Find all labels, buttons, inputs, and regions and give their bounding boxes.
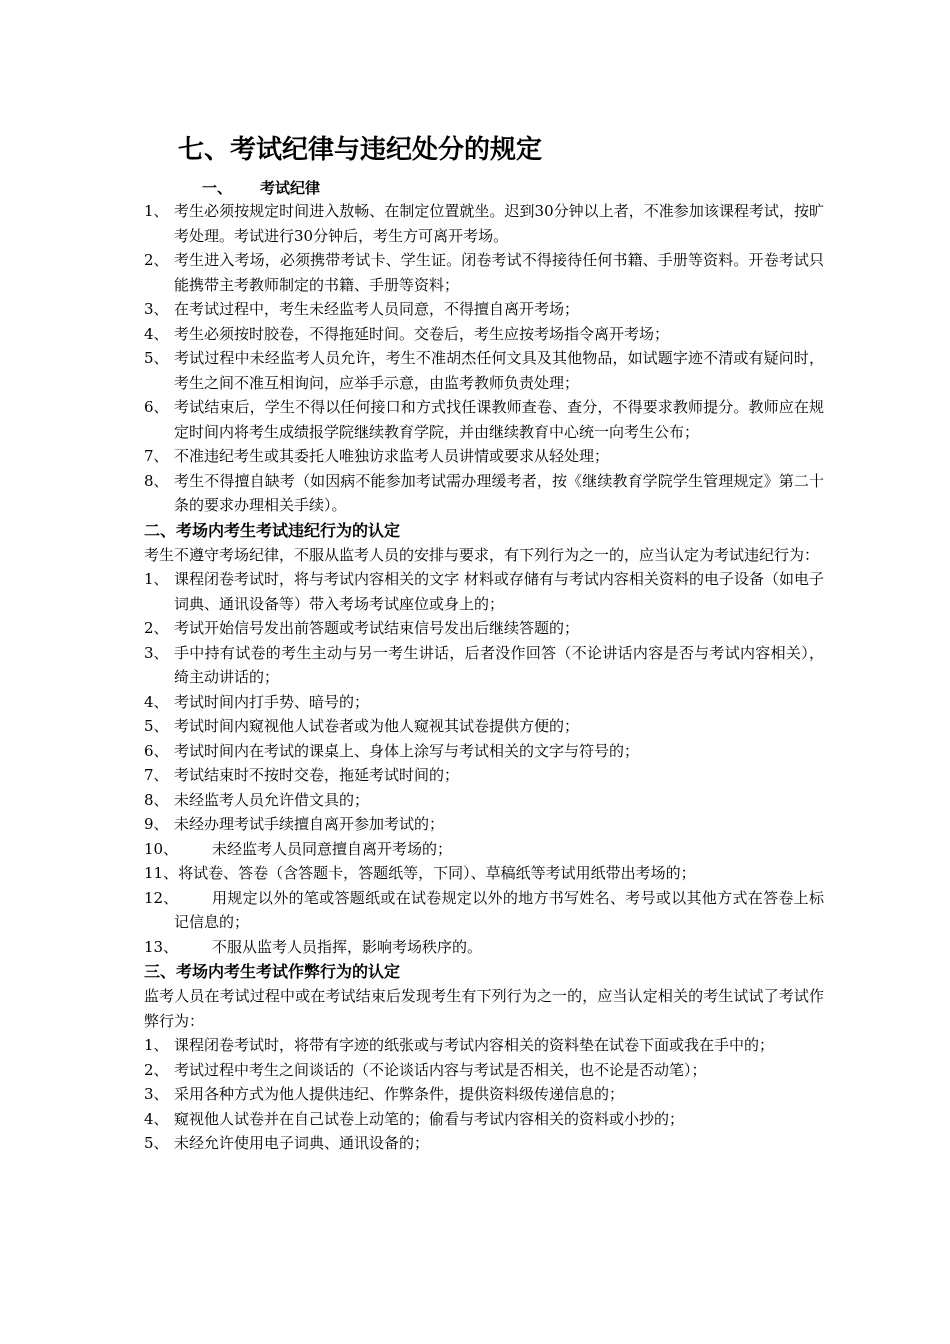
item-number: 4、 [144,324,169,343]
section2-heading: 二、考场内考生考试违纪行为的认定 [144,520,401,540]
item-text: 采用各种方式为他人提供违纪、作弊条件，提供资料级传递信息的； [174,1085,625,1103]
item-text: 未经监考人员允许借文具的； [174,790,370,809]
list-item [144,395,824,444]
item-number: 1、 [144,1036,169,1054]
item-text: 考试结束时不按时交卷，拖延考试时间的； [174,766,460,784]
item-text: 考试时间内在考试的课桌上、身体上涂写与考试相关的文字与符号的； [174,741,640,760]
item-text: 未经办理考试手续擅自离开参加考试的； [174,815,445,833]
list-item [144,935,824,960]
item-text [174,886,824,935]
list-item [144,861,824,886]
item-text: 考试结束后，学生不得以任何接口和方式找任课教师查卷、查分，不得要求教师提分。教师应在规定时间内将考生成绩报学院继续教育学院，并由继续教育中心统一向考生公布； [174,398,824,441]
item-text: 将试卷、答卷（含答题卡，答题纸等，下同）、草稿纸等考试用纸带出考场的； [178,864,696,882]
item-text: 考试过程中考生之间谈话的（不论谈话内容与考试是否相关，也不论是否动笔）； [174,1060,707,1079]
list-item [144,248,824,297]
section1-title: 考试纪律 [260,179,321,197]
section1-heading [202,177,320,199]
item-number: 9、 [144,815,169,833]
item-text: 考生必须按时胶卷，不得拖延时间。交卷后，考生应按考场指令离开考场； [174,324,670,343]
list-item [144,297,824,322]
item-text: 窥视他人试卷并在自己试卷上动笔的；偷看与考试内容相关的资料或小抄的； [174,1109,685,1128]
list-item [144,763,824,788]
section1-list [144,199,824,518]
item-text: 课程闭卷考试时，将带有字迹的纸张或与考试内容相关的资料垫在试卷下面或我在手中的； [174,1036,775,1054]
list-item [144,1082,824,1107]
section3-intro: 监考人员在考试过程中或在考试结束后发现考生有下列行为之一的，应当认定相关的考生试试了考试作弊行为： [144,987,824,1030]
list-item [144,641,824,690]
list-item [144,346,824,395]
item-text: 考试时间内打手势、暗号的； [174,692,370,711]
section3-list [144,1033,824,1156]
item-text: 未经允许使用电子词典、通讯设备的； [174,1134,430,1152]
item-text: 考生必须按规定时间进入敖畅、在制定位置就坐。迟到30分钟以上者，不准参加该课程考试，按旷考处理。考试进行30分钟后，考生方可离开考场。 [174,202,824,245]
list-item [144,1131,824,1156]
item-number: 13、 [144,937,179,956]
item-text: 不准违纪考生或其委托人唯独访求监考人员讲情或要求从轻处理； [174,447,610,465]
item-text: 考试开始信号发出前答题或考试结束信号发出后继续答题的； [174,619,580,637]
section1-number: 一、 [202,179,233,197]
list-item [144,1107,824,1132]
item-text: 课程闭卷考试时，将与考试内容相关的文字 材料或存储有与考试内容相关资料的电子设备（如电子词典、通讯设备等）带入考场考试座位或身上的； [174,570,824,613]
list-item [144,714,824,739]
item-text-content: 用规定以外的笔或答题纸或在试卷规定以外的地方书写姓名、考号或以其他方式在答卷上标记信息的； [174,888,824,931]
item-number: 8、 [144,790,169,809]
item-number: 2、 [144,619,169,637]
list-item [144,616,824,641]
item-text: 考试时间内窥视他人试卷者或为他人窥视其试卷提供方便的； [174,717,580,735]
list-item [144,739,824,764]
list-item [144,690,824,715]
list-item [144,469,824,518]
item-number: 5、 [144,349,169,367]
list-item [144,444,824,469]
item-text: 不服从监考人员指挥，影响考场秩序的。 [212,937,483,956]
list-item [144,788,824,813]
document-title: 七、考试纪律与违纪处分的规定 [178,135,543,165]
item-number: 5、 [144,717,169,735]
item-number: 4、 [144,1109,169,1128]
item-number: 6、 [144,398,169,416]
list-item [144,812,824,837]
item-number: 10、 [144,839,179,858]
list-item [144,1033,824,1058]
item-number: 1、 [144,202,169,220]
item-number: 5、 [144,1134,169,1152]
list-item [144,322,824,347]
item-number: 7、 [144,447,169,465]
item-text: 在考试过程中，考生未经监考人员同意，不得擅自离开考场； [174,300,580,318]
section2-intro: 考生不遵守考场纪律，不服从监考人员的安排与要求，有下列行为之一的，应当认定为考试违纪行为： [144,545,820,564]
item-number: 4、 [144,692,169,711]
section3-heading: 三、考场内考生考试作弊行为的认定 [144,962,401,981]
item-number: 2、 [144,1060,169,1079]
item-number: 3、 [144,643,169,662]
item-number: 3、 [144,300,169,318]
document-body [144,199,824,1156]
item-number: 6、 [144,741,169,760]
item-number: 7、 [144,766,169,784]
list-item [144,886,824,935]
item-number: 3、 [144,1085,169,1103]
item-number: 2、 [144,251,169,269]
item-number: 1、 [144,570,169,588]
list-item [144,837,824,862]
item-number: 8、 [144,471,169,490]
item-text: 考生进入考场，必须携带考试卡、学生证。闭卷考试不得接待任何书籍、手册等资料。开卷考试只能携带主考教师制定的书籍、手册等资料； [174,251,824,294]
item-text: 未经监考人员同意擅自离开考场的； [212,839,453,858]
section2-list [144,567,824,959]
list-item [144,567,824,616]
list-item [144,199,824,248]
item-text: 手中持有试卷的考生主动与另一考生讲话，后者没作回答（不论讲话内容是否与考试内容相关），绮主动讲话的； [174,643,824,686]
item-number: 11、 [144,864,179,882]
item-text: 考生不得擅自缺考（如因病不能参加考试需办理缓考者，按《继续教育学院学生管理规定》第二十条的要求办理相关手续）。 [174,471,824,514]
list-item [144,1058,824,1083]
item-text: 考试过程中未经监考人员允许，考生不准胡杰任何文具及其他物品，如试题字迹不清或有疑问时，考生之间不准互相询问，应举手示意，由监考教师负责处理； [174,349,824,392]
item-number: 12、 [144,888,179,907]
